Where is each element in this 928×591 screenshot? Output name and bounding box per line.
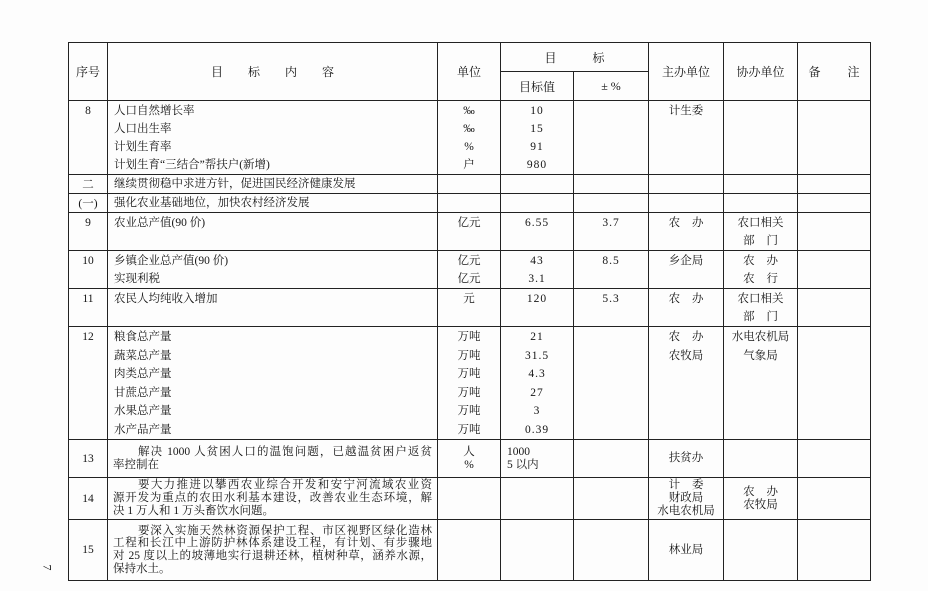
item-unit: 万吨 bbox=[457, 386, 481, 399]
pct-cell bbox=[574, 440, 649, 478]
item-value: 21 bbox=[530, 331, 544, 343]
item-pct: 8.5 bbox=[602, 255, 620, 267]
content-cell bbox=[108, 478, 438, 520]
seq-cell bbox=[69, 194, 108, 213]
table-row bbox=[69, 194, 871, 213]
seq-text: 15 bbox=[82, 544, 94, 556]
unit-cell bbox=[438, 520, 501, 581]
seq-cell bbox=[69, 520, 108, 581]
assist-cell bbox=[724, 520, 798, 581]
unit-cell bbox=[438, 440, 501, 478]
host-cell bbox=[649, 175, 724, 194]
item-value: 27 bbox=[530, 386, 544, 399]
item-unit: % bbox=[464, 141, 474, 153]
paragraph-line: 要大力推进以攀西农业综合开发和安宁河流域农业资 bbox=[138, 479, 432, 491]
item-unit: % bbox=[464, 458, 474, 471]
header-assist: 协办单位 bbox=[724, 43, 798, 101]
host-unit: 农 办 bbox=[668, 293, 704, 305]
remark-cell bbox=[798, 101, 871, 175]
item-value: 120 bbox=[526, 293, 548, 305]
header-row bbox=[69, 43, 871, 72]
paragraph-line: 要深入实施天然林资源保护工程、市区视野区绿化造林 bbox=[138, 524, 432, 537]
content-cell bbox=[108, 251, 438, 289]
unit-cell bbox=[438, 194, 501, 213]
item-unit: 万吨 bbox=[457, 349, 481, 362]
unit-cell bbox=[438, 251, 501, 289]
content-cell bbox=[108, 440, 438, 478]
item-value: 5 以内 bbox=[507, 458, 539, 471]
assist-cell bbox=[724, 478, 798, 520]
seq-text: 12 bbox=[82, 331, 94, 343]
assist-cell bbox=[724, 213, 798, 251]
unit-cell bbox=[438, 175, 501, 194]
header-unit: 单位 bbox=[438, 43, 501, 101]
item-value: 31.5 bbox=[524, 349, 550, 362]
host-cell bbox=[649, 101, 724, 175]
item-unit: 亿元 bbox=[457, 255, 481, 267]
assist-cell bbox=[724, 289, 798, 327]
value-cell bbox=[501, 251, 574, 289]
table-row bbox=[69, 175, 871, 194]
value-cell bbox=[501, 520, 574, 581]
paragraph-line: 对 25 度以上的坡薄地实行退耕还林，植树种草，涵养水源， bbox=[113, 550, 432, 562]
content-cell bbox=[108, 289, 438, 327]
item-unit: 户 bbox=[463, 159, 475, 171]
item-pct: 3.7 bbox=[602, 217, 620, 229]
header-pct: ± % bbox=[574, 72, 649, 101]
unit-cell bbox=[438, 101, 501, 175]
remark-cell bbox=[798, 194, 871, 213]
item-content: 人口出生率 bbox=[114, 123, 172, 135]
seq-text: 14 bbox=[82, 492, 94, 505]
unit-cell bbox=[438, 478, 501, 520]
host-cell bbox=[649, 520, 724, 581]
host-unit: 财政局 bbox=[668, 492, 704, 504]
header-target: 目 标 bbox=[501, 43, 649, 72]
host-unit: 农 办 bbox=[668, 331, 704, 343]
value-cell bbox=[501, 194, 574, 213]
item-content: 计划生育率 bbox=[114, 141, 172, 153]
content-cell bbox=[108, 213, 438, 251]
host-unit: 乡企局 bbox=[668, 255, 704, 267]
host-unit: 扶贫办 bbox=[668, 452, 704, 464]
pct-cell bbox=[574, 327, 649, 440]
pct-cell bbox=[574, 175, 649, 194]
value-cell bbox=[501, 175, 574, 194]
item-unit: 元 bbox=[463, 293, 475, 305]
item-content: 计划生育“三结合”帮扶户(新增) bbox=[114, 159, 270, 171]
assist-unit: 农口相关 bbox=[737, 217, 784, 229]
host-cell bbox=[649, 478, 724, 520]
host-cell bbox=[649, 440, 724, 478]
table-row bbox=[69, 289, 871, 327]
unit-cell bbox=[438, 289, 501, 327]
seq-cell bbox=[69, 327, 108, 440]
host-unit: 计生委 bbox=[668, 105, 704, 117]
item-unit: ‰ bbox=[463, 123, 475, 135]
item-value: 10 bbox=[530, 105, 544, 117]
host-cell bbox=[649, 194, 724, 213]
content-cell bbox=[108, 175, 438, 194]
table-header bbox=[69, 43, 871, 101]
item-content: 水产品产量 bbox=[114, 423, 172, 436]
item-content: 农民人均纯收入增加 bbox=[114, 293, 218, 305]
value-cell bbox=[501, 289, 574, 327]
host-unit: 林业局 bbox=[668, 543, 704, 556]
seq-cell bbox=[69, 213, 108, 251]
assist-unit: 农 行 bbox=[743, 273, 778, 285]
header-seq: 序号 bbox=[69, 43, 108, 101]
seq-text: 10 bbox=[82, 255, 94, 267]
pct-cell bbox=[574, 520, 649, 581]
table-row bbox=[69, 520, 871, 581]
content-cell bbox=[108, 520, 438, 581]
assist-cell bbox=[724, 327, 798, 440]
unit-cell bbox=[438, 327, 501, 440]
item-content: 乡镇企业总产值(90 价) bbox=[114, 255, 229, 267]
seq-cell bbox=[69, 289, 108, 327]
value-cell bbox=[501, 101, 574, 175]
paragraph-line: 工程和长江中上游防护林体系建设工程，有计划、有步骤地 bbox=[113, 537, 432, 550]
table-row bbox=[69, 213, 871, 251]
value-cell bbox=[501, 478, 574, 520]
item-pct: 5.3 bbox=[602, 293, 620, 305]
host-cell bbox=[649, 327, 724, 440]
assist-cell bbox=[724, 251, 798, 289]
table-row bbox=[69, 327, 871, 440]
header-remark: 备 注 bbox=[798, 43, 871, 101]
item-value: 3.1 bbox=[528, 273, 546, 285]
host-cell bbox=[649, 213, 724, 251]
item-content: 实现利税 bbox=[114, 273, 160, 285]
paragraph-line: 源开发为重点的农田水利基本建设，改善农业生态环境，解 bbox=[113, 492, 432, 504]
seq-cell bbox=[69, 251, 108, 289]
host-unit: 农 办 bbox=[668, 217, 704, 229]
table-body bbox=[69, 101, 871, 581]
pct-cell bbox=[574, 478, 649, 520]
item-value: 3 bbox=[533, 405, 541, 417]
item-content: 甘蔗总产量 bbox=[114, 386, 172, 399]
item-content: 农业总产值(90 价) bbox=[114, 217, 206, 229]
item-content: 人口自然增长率 bbox=[114, 105, 195, 117]
seq-text: 13 bbox=[82, 452, 94, 465]
assist-cell bbox=[724, 194, 798, 213]
target-table bbox=[68, 42, 871, 581]
seq-cell bbox=[69, 478, 108, 520]
remark-cell bbox=[798, 478, 871, 520]
seq-text: 8 bbox=[85, 105, 91, 117]
assist-unit: 气象局 bbox=[743, 349, 778, 362]
remark-cell bbox=[798, 289, 871, 327]
table-row bbox=[69, 101, 871, 175]
header-host: 主办单位 bbox=[649, 43, 724, 101]
pct-cell bbox=[574, 101, 649, 175]
seq-text: 9 bbox=[85, 217, 91, 229]
assist-unit: 农口相关 bbox=[737, 293, 784, 305]
item-unit: 亿元 bbox=[457, 273, 481, 285]
assist-unit: 水电农机局 bbox=[731, 331, 790, 343]
assist-unit: 部 门 bbox=[743, 235, 778, 247]
remark-cell bbox=[798, 213, 871, 251]
value-cell bbox=[501, 440, 574, 478]
item-content: 肉类总产量 bbox=[114, 368, 172, 380]
assist-cell bbox=[724, 175, 798, 194]
item-value: 91 bbox=[530, 141, 544, 153]
item-content: 水果总产量 bbox=[114, 405, 172, 417]
pct-cell bbox=[574, 213, 649, 251]
item-unit: 人 bbox=[463, 445, 475, 458]
table-row bbox=[69, 478, 871, 520]
item-value: 980 bbox=[526, 159, 548, 171]
paragraph-line: 决 1 万人和 1 万头畜饮水问题。 bbox=[113, 505, 274, 517]
seq-text: (一) bbox=[78, 198, 98, 210]
pct-cell bbox=[574, 289, 649, 327]
item-value: 15 bbox=[530, 123, 544, 135]
remark-cell bbox=[798, 175, 871, 194]
page-number: 7 bbox=[40, 564, 55, 571]
item-value: 6.55 bbox=[524, 217, 550, 229]
item-value: 43 bbox=[530, 255, 544, 267]
value-cell bbox=[501, 327, 574, 440]
header-content: 目 标 内 容 bbox=[108, 43, 438, 101]
item-unit: 亿元 bbox=[457, 217, 481, 229]
table-row bbox=[69, 440, 871, 478]
remark-cell bbox=[798, 520, 871, 581]
paragraph-line: 率控制在 bbox=[113, 458, 159, 471]
item-unit: 万吨 bbox=[457, 331, 481, 343]
assist-cell bbox=[724, 101, 798, 175]
host-cell bbox=[649, 289, 724, 327]
item-unit: ‰ bbox=[463, 105, 475, 117]
section-heading: 继续贯彻稳中求进方针，促进国民经济健康发展 bbox=[114, 177, 356, 190]
unit-cell bbox=[438, 213, 501, 251]
item-value: 4.3 bbox=[528, 368, 546, 380]
remark-cell bbox=[798, 251, 871, 289]
document-page bbox=[68, 42, 871, 581]
paragraph-line: 保持水土。 bbox=[113, 562, 171, 575]
assist-unit: 农 办 bbox=[743, 255, 778, 267]
assist-cell bbox=[724, 440, 798, 478]
table-row bbox=[69, 251, 871, 289]
item-value: 0.39 bbox=[524, 423, 550, 436]
host-unit: 水电农机局 bbox=[657, 505, 715, 517]
content-cell bbox=[108, 101, 438, 175]
seq-text: 11 bbox=[82, 293, 94, 305]
assist-unit: 农牧局 bbox=[743, 498, 778, 511]
item-value: 1000 bbox=[507, 445, 530, 458]
remark-cell bbox=[798, 327, 871, 440]
host-unit: 计 委 bbox=[668, 479, 704, 491]
seq-cell bbox=[69, 440, 108, 478]
content-cell bbox=[108, 194, 438, 213]
item-unit: 万吨 bbox=[457, 423, 481, 436]
assist-unit: 农 办 bbox=[743, 485, 778, 498]
seq-text: 二 bbox=[82, 179, 94, 191]
host-unit: 农牧局 bbox=[668, 349, 704, 362]
host-cell bbox=[649, 251, 724, 289]
item-content: 蔬菜总产量 bbox=[114, 349, 172, 362]
paragraph-line: 解决 1000 人贫困人口的温饱问题，已越温贫困户返贫 bbox=[138, 445, 432, 458]
remark-cell bbox=[798, 440, 871, 478]
header-target-value: 目标值 bbox=[501, 72, 574, 101]
item-unit: 万吨 bbox=[457, 405, 481, 417]
pct-cell bbox=[574, 251, 649, 289]
seq-cell bbox=[69, 175, 108, 194]
assist-unit: 部 门 bbox=[743, 311, 778, 323]
pct-cell bbox=[574, 194, 649, 213]
seq-cell bbox=[69, 101, 108, 175]
value-cell bbox=[501, 213, 574, 251]
section-heading: 强化农业基础地位，加快农村经济发展 bbox=[114, 196, 310, 209]
item-unit: 万吨 bbox=[457, 368, 481, 380]
item-content: 粮食总产量 bbox=[114, 331, 172, 343]
content-cell bbox=[108, 327, 438, 440]
